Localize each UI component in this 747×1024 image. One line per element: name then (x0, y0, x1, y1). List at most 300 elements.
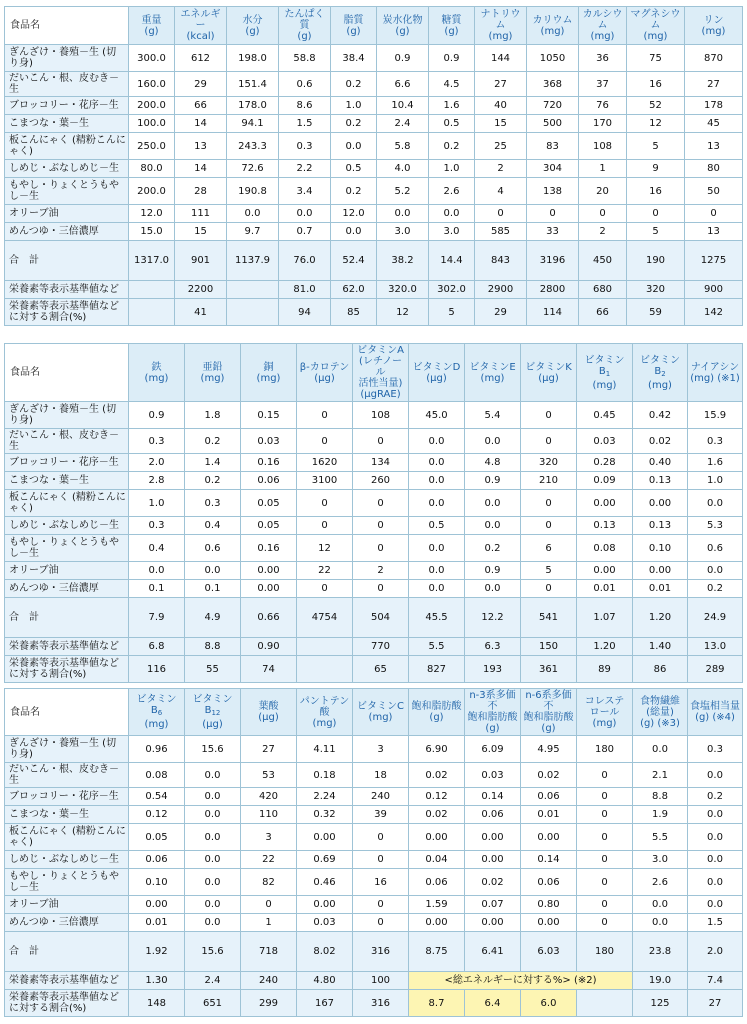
table-cell: 0 (297, 490, 353, 517)
standard-cell: 240 (241, 972, 297, 990)
standard-cell: 5.5 (409, 638, 465, 656)
column-header: β-カロテン (μg) (297, 344, 353, 402)
table-cell: 2 (475, 160, 527, 178)
table-cell: 83 (527, 133, 579, 160)
table-cell: 0.2 (465, 535, 521, 562)
table-cell: 1.0 (688, 472, 743, 490)
table-cell: 0.06 (521, 788, 577, 806)
table-cell: 0 (577, 851, 633, 869)
standard-cell: 320.0 (377, 281, 429, 299)
table-cell: 0.14 (465, 788, 521, 806)
table-row (5, 402, 743, 429)
table-cell: 0.00 (409, 824, 465, 851)
standard-cell: 320 (627, 281, 685, 299)
table-row (5, 133, 743, 160)
table-cell: 190.8 (227, 178, 279, 205)
table-cell: 0.69 (297, 851, 353, 869)
table-row (5, 72, 743, 97)
table-cell: 0 (527, 205, 579, 223)
column-header: 鉄 (mg) (129, 344, 185, 402)
table-cell: 36 (579, 45, 627, 72)
table-cell: 75 (627, 45, 685, 72)
ratio-cell: 29 (475, 299, 527, 326)
table-cell: 0.16 (241, 454, 297, 472)
food-name: ブロッコリー・花序－生 (5, 454, 129, 472)
ratio-cell: 193 (465, 656, 521, 683)
table-cell: 0 (353, 824, 409, 851)
table-cell: 0.0 (185, 824, 241, 851)
total-cell: 718 (241, 932, 297, 972)
table-cell: 6.09 (465, 736, 521, 763)
table-cell: 4.5 (429, 72, 475, 97)
food-name: めんつゆ・三倍濃厚 (5, 914, 129, 932)
table-cell: 0.0 (185, 788, 241, 806)
column-header: 糖質 (g) (429, 7, 475, 45)
ratio-row (5, 656, 743, 683)
table-row (5, 472, 743, 490)
table-cell: 0 (297, 402, 353, 429)
table-cell: 720 (527, 97, 579, 115)
ratio-label: 栄養素等表示基準値などに対する割合(%) (5, 990, 129, 1017)
table-row (5, 869, 743, 896)
table-cell: 1.0 (331, 97, 377, 115)
table-cell: 0.02 (465, 869, 521, 896)
table-cell: 2 (579, 223, 627, 241)
table-cell: 13 (685, 223, 743, 241)
food-name: めんつゆ・三倍濃厚 (5, 580, 129, 598)
table-cell: 16 (353, 869, 409, 896)
table-cell: 0.3 (129, 429, 185, 454)
standard-cell: 6.3 (465, 638, 521, 656)
table-cell: 0 (297, 517, 353, 535)
food-name: オリーブ油 (5, 562, 129, 580)
table-cell: 0.40 (633, 454, 688, 472)
food-name: だいこん・根、皮むき－生 (5, 763, 129, 788)
table-cell: 16 (627, 178, 685, 205)
table-cell: 5.8 (377, 133, 429, 160)
table-cell: 0.3 (279, 133, 331, 160)
table-cell: 0.5 (429, 115, 475, 133)
table-cell: 0 (353, 429, 409, 454)
table-cell: 0.10 (129, 869, 185, 896)
ratio-label: 栄養素等表示基準値などに対する割合(%) (5, 299, 129, 326)
standard-cell: 150 (521, 638, 577, 656)
table-cell: 15.0 (129, 223, 175, 241)
food-name: しめじ・ぶなしめじ－生 (5, 851, 129, 869)
table-cell: 0.00 (241, 562, 297, 580)
table-cell: 20 (579, 178, 627, 205)
standard-cell: 680 (579, 281, 627, 299)
standard-label: 栄養素等表示基準値など (5, 281, 129, 299)
column-header: n-6系多価不 飽和脂肪酸 (g) (521, 689, 577, 736)
table-cell: 2.6 (429, 178, 475, 205)
table-cell: 0.08 (129, 763, 185, 788)
ratio-row (5, 990, 743, 1017)
table-cell: 0.54 (129, 788, 185, 806)
table-cell: 0.0 (409, 562, 465, 580)
table-cell: 170 (579, 115, 627, 133)
table-cell: 0.00 (465, 914, 521, 932)
column-header: ビタミンE (mg) (465, 344, 521, 402)
table-cell: 22 (241, 851, 297, 869)
table-cell: 0.13 (633, 517, 688, 535)
table-cell: 0.28 (577, 454, 633, 472)
table-cell: 0.96 (129, 736, 185, 763)
total-cell: 2.0 (688, 932, 743, 972)
ratio-cell: 89 (577, 656, 633, 683)
table-row (5, 45, 743, 72)
column-header: ビタミンA (レチノール 活性当量) (μgRAE) (353, 344, 409, 402)
header-row (5, 7, 743, 45)
standard-cell: 8.8 (185, 638, 241, 656)
column-header: たんぱく質 (g) (279, 7, 331, 45)
total-cell: 504 (353, 598, 409, 638)
table-cell: 0 (577, 806, 633, 824)
table-cell: 40 (475, 97, 527, 115)
table-cell: 0.0 (331, 133, 377, 160)
column-header: n-3系多価不 飽和脂肪酸 (g) (465, 689, 521, 736)
food-name: こまつな・葉－生 (5, 472, 129, 490)
table-cell: 0.0 (465, 429, 521, 454)
table-cell: 39 (353, 806, 409, 824)
nutrition-table-1 (4, 6, 743, 326)
table-row (5, 115, 743, 133)
table-cell: 0 (521, 490, 577, 517)
table-cell: 2.2 (279, 160, 331, 178)
table-cell: 0.0 (633, 914, 688, 932)
table-row (5, 851, 743, 869)
table-cell: 108 (579, 133, 627, 160)
table-cell: 0.0 (429, 205, 475, 223)
table-cell: 27 (685, 72, 743, 97)
table-cell: 0.0 (185, 896, 241, 914)
ratio-cell (577, 990, 633, 1017)
table-cell: 5.5 (633, 824, 688, 851)
table-cell: 2.6 (633, 869, 688, 896)
total-cell: 4754 (297, 598, 353, 638)
table-cell: 0.00 (577, 562, 633, 580)
table-cell: 18 (353, 763, 409, 788)
table-cell: 0.5 (409, 517, 465, 535)
table-cell: 0.6 (688, 535, 743, 562)
table-row (5, 763, 743, 788)
table-cell: 0.2 (331, 115, 377, 133)
table-cell: 0.01 (577, 580, 633, 598)
total-row (5, 598, 743, 638)
table-cell: 13 (685, 133, 743, 160)
total-cell: 1.20 (633, 598, 688, 638)
table-cell: 250.0 (129, 133, 175, 160)
table-cell: 0.0 (688, 490, 743, 517)
column-header: カルシウム (mg) (579, 7, 627, 45)
table-cell: 3.0 (633, 851, 688, 869)
food-name: もやし・りょくとうもやし－生 (5, 869, 129, 896)
standard-cell (297, 638, 353, 656)
table-cell: 0.06 (409, 869, 465, 896)
column-header: 食物繊維 (総量) (g) (※3) (633, 689, 688, 736)
table-cell: 134 (353, 454, 409, 472)
food-name: 板こんにゃく (精粉こんにゃく) (5, 133, 129, 160)
table-cell: 0.00 (633, 490, 688, 517)
table-cell: 0 (627, 205, 685, 223)
table-cell: 14 (175, 115, 227, 133)
table-row (5, 580, 743, 598)
table-cell: 58.8 (279, 45, 331, 72)
total-cell: 180 (577, 932, 633, 972)
table-cell: 0.0 (185, 806, 241, 824)
table-cell: 0.01 (129, 914, 185, 932)
table-cell: 15.6 (185, 736, 241, 763)
table-cell: 368 (527, 72, 579, 97)
table-cell: 0.2 (688, 580, 743, 598)
table-cell: 0.0 (688, 806, 743, 824)
table-cell: 27 (241, 736, 297, 763)
column-header: ナイアシン (mg) (※1) (688, 344, 743, 402)
table-cell: 0.42 (633, 402, 688, 429)
total-cell: 0.66 (241, 598, 297, 638)
ratio-cell (227, 299, 279, 326)
table-cell: 0.0 (465, 580, 521, 598)
ratio-cell: 59 (627, 299, 685, 326)
table-cell: 4.11 (297, 736, 353, 763)
table-cell: 243.3 (227, 133, 279, 160)
total-cell: 190 (627, 241, 685, 281)
table-cell: 178.0 (227, 97, 279, 115)
table-cell: 0 (353, 490, 409, 517)
standard-cell: 2200 (175, 281, 227, 299)
food-name: しめじ・ぶなしめじ－生 (5, 517, 129, 535)
table-cell: 37 (579, 72, 627, 97)
table-cell: 0.0 (409, 454, 465, 472)
ratio-cell: 289 (688, 656, 743, 683)
table-cell: 15.9 (688, 402, 743, 429)
column-header: 亜鉛 (mg) (185, 344, 241, 402)
table-cell: 0 (353, 535, 409, 562)
total-cell: 52.4 (331, 241, 377, 281)
table-cell: 0 (579, 205, 627, 223)
table-cell: 0.2 (429, 133, 475, 160)
ratio-cell: 167 (297, 990, 353, 1017)
table-cell: 1620 (297, 454, 353, 472)
table-cell: 0.06 (129, 851, 185, 869)
total-cell: 24.9 (688, 598, 743, 638)
table-cell: 0.0 (185, 562, 241, 580)
total-cell: 23.8 (633, 932, 688, 972)
table-cell: 0.0 (633, 896, 688, 914)
food-name: ブロッコリー・花序－生 (5, 97, 129, 115)
table-cell: 300.0 (129, 45, 175, 72)
table-cell: 0.0 (688, 763, 743, 788)
food-name: もやし・りょくとうもやし－生 (5, 535, 129, 562)
table-cell: 0 (577, 914, 633, 932)
table-cell: 3 (353, 736, 409, 763)
table-cell: 0 (521, 429, 577, 454)
table-cell: 66 (175, 97, 227, 115)
table-cell: 160.0 (129, 72, 175, 97)
column-header: ビタミンK (μg) (521, 344, 577, 402)
table-cell: 0.05 (241, 517, 297, 535)
table-cell: 0.0 (279, 205, 331, 223)
standard-cell (129, 281, 175, 299)
table-cell: 0 (353, 517, 409, 535)
total-cell: 6.03 (521, 932, 577, 972)
table-cell: 3100 (297, 472, 353, 490)
table-cell: 3 (241, 824, 297, 851)
column-header: ビタミンD (μg) (409, 344, 465, 402)
table-cell: 108 (353, 402, 409, 429)
table-cell: 80 (685, 160, 743, 178)
table-cell: 0.46 (297, 869, 353, 896)
column-header: ビタミン $B_{12}$ (μg) (185, 689, 241, 736)
ratio-cell: 74 (241, 656, 297, 683)
table-cell: 1.6 (688, 454, 743, 472)
ratio-cell: 65 (353, 656, 409, 683)
standard-cell: 1.20 (577, 638, 633, 656)
total-cell: 4.9 (185, 598, 241, 638)
table-cell: 198.0 (227, 45, 279, 72)
food-name: 板こんにゃく (精粉こんにゃく) (5, 490, 129, 517)
table-cell: 45.0 (409, 402, 465, 429)
table-cell: 100.0 (129, 115, 175, 133)
total-cell: 1137.9 (227, 241, 279, 281)
ratio-cell: 85 (331, 299, 377, 326)
food-name: だいこん・根、皮むき－生 (5, 72, 129, 97)
table-cell: 12.0 (129, 205, 175, 223)
column-header: ビタミンC (mg) (353, 689, 409, 736)
ratio-cell: 114 (527, 299, 579, 326)
table-cell: 585 (475, 223, 527, 241)
table-cell: 28 (175, 178, 227, 205)
table-cell: 13 (175, 133, 227, 160)
header-row (5, 689, 743, 736)
ratio-cell: 8.7 (409, 990, 465, 1017)
table-cell: 5.2 (377, 178, 429, 205)
table-cell: 38.4 (331, 45, 377, 72)
table-cell: 6 (521, 535, 577, 562)
standard-cell: 7.4 (688, 972, 743, 990)
table-cell: 0.9 (129, 402, 185, 429)
food-name: しめじ・ぶなしめじ－生 (5, 160, 129, 178)
table-cell: 2.24 (297, 788, 353, 806)
table-cell: 0.2 (185, 429, 241, 454)
table-row (5, 535, 743, 562)
ratio-cell: 66 (579, 299, 627, 326)
column-header: パントテン 酸 (mg) (297, 689, 353, 736)
food-name: 板こんにゃく (精粉こんにゃく) (5, 824, 129, 851)
table-cell: 0.13 (577, 517, 633, 535)
standard-cell: 4.80 (297, 972, 353, 990)
table-cell: 1.4 (185, 454, 241, 472)
table-row (5, 517, 743, 535)
table-cell: 0.9 (465, 472, 521, 490)
table-cell: 0.13 (633, 472, 688, 490)
table-cell: 0.0 (129, 562, 185, 580)
table-cell: 45 (685, 115, 743, 133)
table-cell: 0.0 (465, 517, 521, 535)
table-row (5, 178, 743, 205)
nutrition-table-3 (4, 688, 743, 1017)
table-row (5, 806, 743, 824)
ratio-cell: 827 (409, 656, 465, 683)
table-cell: 0.08 (577, 535, 633, 562)
table-cell: 1.0 (129, 490, 185, 517)
table-cell: 5 (627, 223, 685, 241)
table-cell: 138 (527, 178, 579, 205)
table-cell: 0.0 (185, 763, 241, 788)
table-cell: 0.0 (185, 869, 241, 896)
total-cell: 38.2 (377, 241, 429, 281)
table-cell: 4.8 (465, 454, 521, 472)
table-cell: 210 (521, 472, 577, 490)
table-cell: 0.0 (377, 205, 429, 223)
table-cell: 0.02 (409, 806, 465, 824)
table-cell: 0.6 (185, 535, 241, 562)
table-cell: 0 (521, 580, 577, 598)
table-cell: 0 (577, 763, 633, 788)
table-cell: 0 (241, 896, 297, 914)
ratio-cell: 316 (353, 990, 409, 1017)
table-cell: 0.00 (633, 562, 688, 580)
table-cell: 53 (241, 763, 297, 788)
table-cell: 0.00 (409, 914, 465, 932)
table-cell: 8.8 (633, 788, 688, 806)
energy-ratio-note: <総エネルギーに対する%> (※2) (409, 972, 633, 990)
table-cell: 0.00 (465, 851, 521, 869)
table-cell: 0.16 (241, 535, 297, 562)
table-cell: 14 (175, 160, 227, 178)
table-cell: 0.15 (241, 402, 297, 429)
table-cell: 1.0 (429, 160, 475, 178)
table-cell: 240 (353, 788, 409, 806)
table-cell: 0.4 (185, 517, 241, 535)
table-cell: 0.2 (185, 472, 241, 490)
table-cell: 0.12 (409, 788, 465, 806)
table-cell: 0.03 (465, 763, 521, 788)
table-cell: 80.0 (129, 160, 175, 178)
table-cell: 180 (577, 736, 633, 763)
ratio-cell: 86 (633, 656, 688, 683)
table-cell: 178 (685, 97, 743, 115)
table-cell: 5.3 (688, 517, 743, 535)
standard-cell: 19.0 (633, 972, 688, 990)
table-cell: 76 (579, 97, 627, 115)
ratio-cell: 651 (185, 990, 241, 1017)
table-cell: 0 (353, 580, 409, 598)
table-cell: 6.90 (409, 736, 465, 763)
table-cell: 1.5 (688, 914, 743, 932)
table-cell: 0.00 (129, 896, 185, 914)
table-row (5, 562, 743, 580)
table-cell: 0.0 (688, 896, 743, 914)
table-cell: 0.2 (688, 788, 743, 806)
table-cell: 0.0 (688, 562, 743, 580)
table-cell: 0.14 (521, 851, 577, 869)
table-row (5, 223, 743, 241)
table-row (5, 160, 743, 178)
table-cell: 16 (627, 72, 685, 97)
table-cell: 9 (627, 160, 685, 178)
table-cell: 0.80 (521, 896, 577, 914)
table-cell: 4.0 (377, 160, 429, 178)
total-cell: 6.41 (465, 932, 521, 972)
table-cell: 111 (175, 205, 227, 223)
table-cell: 0.0 (409, 580, 465, 598)
total-cell: 843 (475, 241, 527, 281)
column-header: ビタミン $B_2$ (mg) (633, 344, 688, 402)
table-cell: 0.0 (185, 851, 241, 869)
table-cell: 0.10 (633, 535, 688, 562)
table-cell: 0.0 (331, 223, 377, 241)
